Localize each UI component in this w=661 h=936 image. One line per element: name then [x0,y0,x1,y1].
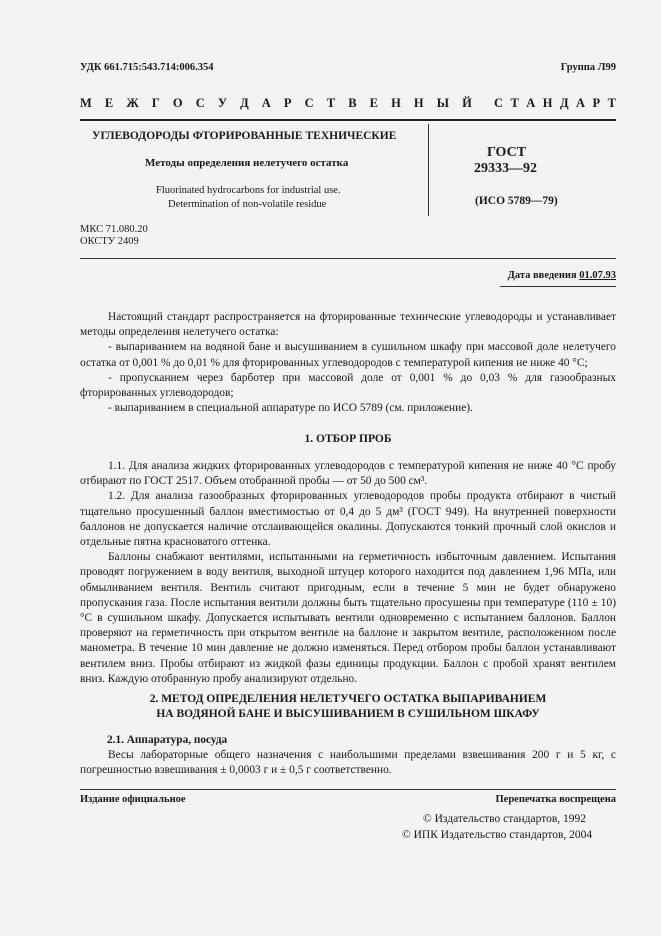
section-2-title-line-2: НА ВОДЯНОЙ БАНЕ И ВЫСУШИВАНИЕМ В СУШИЛЬНОМ ШКАФУ [156,708,540,720]
right-letter: Т [510,96,519,110]
left-letter: Ж [126,96,139,110]
copyright-1992: © Издательство стандартов, 1992 [423,813,587,825]
left-letter: Ы [436,96,450,110]
english-title-line-2: Determination of non-volatile residue [168,199,327,210]
left-letter: Р [283,96,292,110]
right-letter: Н [542,96,553,110]
copyright-2004: © ИПК Издательство стандартов, 2004 [402,829,593,841]
right-letter: Д [559,96,569,110]
english-title-line-1: Fluorinated hydrocarbons for industrial use. [156,185,341,196]
left-letter: Е [369,96,378,110]
left-letter: Е [104,96,114,110]
effective-date-value: 01.07.93 [579,270,616,281]
clause-1-2: 1.2. Для анализа газообразных фторированных углеводородов пробы продукта отбирают в чистый тщательно просушенный баллон вместимостью от 0,4 до 5 дм³ (ГОСТ 949). На внутренней поверхности баллонов не допускается наличие отслаивающейся окалины. Допускаются тонкий прочный слой окислов и отдельные пятна красноватого оттенка. [80,490,616,549]
left-letter: М [80,96,92,110]
gost-label: ГОСТ [487,145,527,160]
left-letter: У [217,96,227,110]
left-letter: Й [462,96,472,110]
left-letter: Г [151,96,160,110]
section-2-title-line-1: 2. МЕТОД ОПРЕДЕЛЕНИЯ НЕЛЕТУЧЕГО ОСТАТКА ВЫПАРИВАНИЕМ [149,693,547,705]
section-1-body [80,459,616,687]
right-letter: Т [607,96,616,110]
clause-1-1: 1.1. Для анализа жидких фторированных углеводородов с температурой кипения не ниже 40 °С пробу отбирают по ГОСТ 2517. Объем отобранной пробы — от 50 до 500 см³. [80,460,616,488]
left-letter: Д [240,96,249,110]
section-2-body [80,748,616,778]
effective-date [508,270,616,281]
left-letter: В [348,96,357,110]
clause-1-2-continued: Баллоны снабжают вентилями, испытанными на герметичность избыточным давлением. Испытания проводят погружением в воду вентиля, выходной штуцер которого находится под давлением 1,96 МПа, или обмыливанием вентиля. Вентиль считают пригодным, если в течение 5 мин не будет обнаружено пропускания газа. После испытания вентили должны быть тщательно просушены при температуре (110 ± 10) °С в сушильном шкафу. Допускается испытывать вентили одновременно с испытанием баллонов. Баллон проверяют на герметичность при открытом вентиле на баллоне и закрытом вентиле, расположенном после манометра. В течение 10 мин давление не должно изменяться. Перед отбором пробы баллон устанавливают вентилем вниз. Пробы отбирают из жидкой фазы единицы продукции. Баллон с пробой хранят вентилем вниз. Каждую отобранную пробу анализируют отдельно. [80,551,616,685]
official-edition: Издание официальное [80,794,186,805]
banner-right [494,96,616,111]
left-letter: Т [326,96,336,110]
left-letter: О [172,96,183,110]
left-letter: Н [391,96,401,110]
banner-left [80,96,472,111]
intro-paragraph: Настоящий стандарт распространяется на фторированные технические углеводороды и устанавливает методы определения нелетучего остатка: [80,311,616,339]
clause-2-1-text: Весы лабораторные общего назначения с наибольшими пределами взвешивания 200 г и 5 кг, с погрешностью взвешивания ± 0,0003 г и ± 0,5 г соответственно. [80,749,616,777]
effective-date-label: Дата введения [507,270,580,281]
iso-reference: (ИСО 5789—79) [475,195,558,207]
effective-date-rule [500,286,616,287]
right-letter: А [526,96,536,110]
intro-method-3: - выпариванием в специальной аппаратуре по ИСО 5789 (см. приложение). [108,402,473,415]
reprint-prohibited: Перепечатка воспрещена [495,794,616,805]
left-letter: С [304,96,314,110]
intro-section [80,310,616,416]
mks-code: МКС 71.080.20 [80,224,148,235]
title-divider [428,124,429,216]
clause-2-1-heading: 2.1. Аппаратура, посуда [107,734,228,746]
document-subtitle: Методы определения нелетучего остатка [145,157,349,169]
section-2-heading [80,692,616,722]
document-title: УГЛЕВОДОРОДЫ ФТОРИРОВАННЫЕ ТЕХНИЧЕСКИЕ [92,130,397,142]
right-letter: А [576,96,586,110]
okstu-code: ОКСТУ 2409 [80,236,139,247]
intro-method-1: - выпариванием на водяной бане и высушиванием в сушильном шкафу при массовой доле нелетучего остатка от 0,001 % до 0,01 % для фторированных углеводородов с температурой кипения не ниже 40 °С; [80,341,616,369]
title-block-rule [80,258,616,259]
left-letter: Н [413,96,424,110]
banner-rule [80,119,616,121]
group-code: Группа Л99 [560,62,616,73]
section-1-title: 1. ОТБОР ПРОБ [304,433,392,445]
left-letter: С [195,96,205,110]
footer-rule [80,789,616,790]
intro-method-2: - пропусканием через барботер при массовой доле от 0,001 % до 0,03 % для газообразных фторированных углеводородов; [80,371,616,400]
standard-banner [80,96,616,111]
udk-code: УДК 661.715:543.714:006.354 [80,62,214,73]
section-1-heading [80,432,616,447]
gost-number: 29333—92 [474,161,537,176]
right-letter: С [494,96,504,110]
right-letter: Р [592,96,601,110]
left-letter: А [261,96,271,110]
